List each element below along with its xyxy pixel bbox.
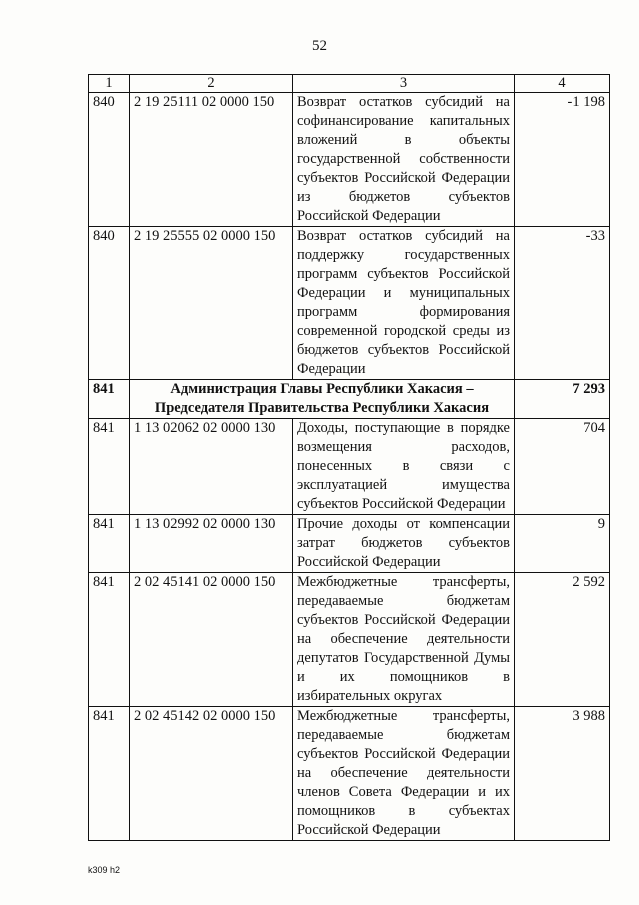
income-description: Возврат остатков субсидий на софинансирование капитальных вложений в объекты государственной собственности субъектов Российской Федерации из бюджетов субъектов Российской Федерации xyxy=(293,93,515,227)
amount: -1 198 xyxy=(515,93,610,227)
table-row xyxy=(89,707,610,841)
admin-code: 841 xyxy=(89,573,130,707)
admin-code: 840 xyxy=(89,227,130,380)
column-header-2: 2 xyxy=(130,75,293,93)
amount: 9 xyxy=(515,515,610,573)
income-description: Доходы, поступающие в порядке возмещения расходов, понесенных в связи с эксплуатацией имущества субъектов Российской Федерации xyxy=(293,419,515,515)
admin-code: 840 xyxy=(89,93,130,227)
table-row xyxy=(89,515,610,573)
budget-classification-code: 2 19 25555 02 0000 150 xyxy=(130,227,293,380)
group-row xyxy=(89,380,610,419)
amount: 2 592 xyxy=(515,573,610,707)
group-name: Администрация Главы Республики Хакасия – Председателя Правительства Республики Хакасия xyxy=(130,380,515,419)
table-row xyxy=(89,93,610,227)
column-header-1: 1 xyxy=(89,75,130,93)
amount: 704 xyxy=(515,419,610,515)
budget-classification-code: 2 19 25111 02 0000 150 xyxy=(130,93,293,227)
group-amount: 7 293 xyxy=(515,380,610,419)
income-description: Межбюджетные трансферты, передаваемые бюджетам субъектов Российской Федерации на обеспечение деятельности депутатов Государственной Думы и их помощников в избирательных округах xyxy=(293,573,515,707)
footer-document-code: k309 h2 xyxy=(88,865,121,875)
table-header-row xyxy=(89,75,610,93)
admin-code: 841 xyxy=(89,707,130,841)
income-description: Межбюджетные трансферты, передаваемые бюджетам субъектов Российской Федерации на обеспечение деятельности членов Совета Федерации и их помощников в субъектах Российской Федерации xyxy=(293,707,515,841)
column-header-3: 3 xyxy=(293,75,515,93)
amount: 3 988 xyxy=(515,707,610,841)
table-row xyxy=(89,573,610,707)
budget-table xyxy=(88,74,610,841)
admin-code: 841 xyxy=(89,419,130,515)
income-description: Возврат остатков субсидий на поддержку государственных программ субъектов Российской Федерации и муниципальных программ формирования современной городской среды из бюджетов субъектов Российской Федерации xyxy=(293,227,515,380)
budget-classification-code: 1 13 02062 02 0000 130 xyxy=(130,419,293,515)
budget-classification-code: 2 02 45141 02 0000 150 xyxy=(130,573,293,707)
amount: -33 xyxy=(515,227,610,380)
table-row xyxy=(89,419,610,515)
column-header-4: 4 xyxy=(515,75,610,93)
group-admin-code: 841 xyxy=(89,380,130,419)
admin-code: 841 xyxy=(89,515,130,573)
table-row xyxy=(89,227,610,380)
budget-classification-code: 1 13 02992 02 0000 130 xyxy=(130,515,293,573)
income-description: Прочие доходы от компенсации затрат бюджетов субъектов Российской Федерации xyxy=(293,515,515,573)
page-number: 52 xyxy=(312,38,327,54)
budget-classification-code: 2 02 45142 02 0000 150 xyxy=(130,707,293,841)
